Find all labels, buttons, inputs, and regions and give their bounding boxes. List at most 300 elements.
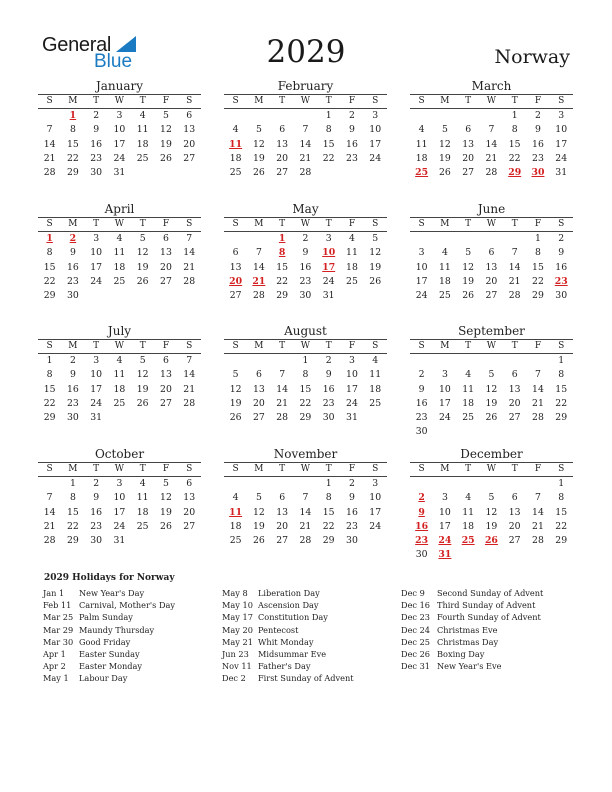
day-number: 6 bbox=[186, 478, 193, 489]
holiday-row bbox=[401, 648, 543, 660]
holiday-name: Fourth Sunday of Advent bbox=[437, 612, 541, 623]
day-number: 28 bbox=[485, 167, 498, 179]
day-cell bbox=[526, 261, 549, 275]
day-number: 29 bbox=[322, 535, 335, 547]
day-number: 19 bbox=[160, 506, 172, 518]
day-cell bbox=[85, 383, 108, 397]
day-cell bbox=[317, 383, 340, 397]
day-cell bbox=[178, 368, 201, 382]
weekday-label: M bbox=[440, 464, 450, 474]
holiday-name: Whit Monday bbox=[258, 636, 314, 647]
day-cell bbox=[294, 123, 317, 137]
day-cell bbox=[457, 138, 480, 152]
day-number: 13 bbox=[508, 506, 521, 518]
weekday-label: S bbox=[46, 464, 53, 474]
day-cell bbox=[550, 152, 573, 166]
day-number: 5 bbox=[163, 478, 169, 489]
holiday-name: Third Sunday of Advent bbox=[437, 600, 536, 611]
weekday-label: S bbox=[418, 341, 425, 351]
day-number: 26 bbox=[136, 397, 149, 409]
day-cell bbox=[550, 506, 573, 520]
day-number: 22 bbox=[532, 275, 544, 287]
day-cell bbox=[340, 152, 363, 166]
day-cell bbox=[433, 261, 456, 275]
day-cell bbox=[410, 411, 433, 425]
day-number: 11 bbox=[369, 369, 382, 381]
day-cell bbox=[364, 491, 387, 505]
day-cell bbox=[224, 166, 247, 180]
day-number: 19 bbox=[252, 520, 265, 532]
day-number: 20 bbox=[485, 275, 498, 287]
day-number: 4 bbox=[139, 478, 146, 489]
weekday-label: M bbox=[68, 464, 78, 474]
week-row bbox=[224, 520, 387, 534]
day-cell bbox=[85, 397, 108, 411]
day-number: 18 bbox=[462, 397, 475, 409]
day-number: 10 bbox=[113, 492, 126, 504]
day-number: 26 bbox=[160, 520, 172, 532]
day-number: 22 bbox=[555, 520, 568, 532]
holiday-row bbox=[222, 672, 354, 684]
holiday-date: May 20 bbox=[222, 624, 253, 635]
day-cell bbox=[457, 232, 480, 246]
holiday-day: 9 bbox=[418, 506, 425, 518]
day-cell bbox=[224, 491, 247, 505]
day-cell bbox=[503, 166, 526, 180]
day-number: 11 bbox=[462, 383, 475, 395]
week-row bbox=[224, 411, 387, 425]
day-cell bbox=[294, 166, 317, 180]
day-cell bbox=[247, 520, 270, 534]
day-cell bbox=[433, 138, 456, 152]
day-cell bbox=[480, 109, 503, 123]
week-row bbox=[38, 491, 201, 505]
holiday-day: 26 bbox=[484, 535, 498, 547]
holiday-day: 17 bbox=[322, 261, 336, 273]
day-number: 11 bbox=[136, 124, 149, 136]
weekday-label: T bbox=[465, 341, 472, 351]
day-number: 2 bbox=[325, 355, 332, 366]
day-cell bbox=[480, 123, 503, 137]
day-number: 20 bbox=[160, 261, 172, 273]
day-cell bbox=[294, 275, 317, 289]
day-cell bbox=[503, 246, 526, 260]
day-number: 3 bbox=[372, 478, 379, 489]
day-number: 1 bbox=[558, 355, 565, 366]
day-cell bbox=[154, 477, 177, 491]
day-cell bbox=[108, 506, 131, 520]
day-cell bbox=[457, 534, 480, 548]
holiday-day: 11 bbox=[229, 506, 243, 518]
holiday-day: 25 bbox=[415, 167, 429, 179]
holiday-day: 8 bbox=[278, 247, 286, 259]
holiday-day: 11 bbox=[229, 138, 243, 150]
day-cell bbox=[61, 261, 84, 275]
day-cell bbox=[526, 506, 549, 520]
day-number: 24 bbox=[555, 152, 568, 164]
day-number: 8 bbox=[302, 369, 309, 381]
day-cell bbox=[61, 232, 84, 246]
day-number: 16 bbox=[66, 383, 79, 395]
weekday-label: S bbox=[186, 341, 193, 351]
day-cell bbox=[433, 152, 456, 166]
day-cell bbox=[457, 506, 480, 520]
day-cell bbox=[131, 506, 154, 520]
day-number: 21 bbox=[532, 520, 544, 532]
day-cell bbox=[340, 506, 363, 520]
day-cell bbox=[550, 383, 573, 397]
day-cell bbox=[480, 354, 503, 368]
day-number: 6 bbox=[163, 355, 169, 366]
day-cell bbox=[247, 123, 270, 137]
day-cell bbox=[503, 368, 526, 382]
day-cell bbox=[271, 397, 294, 411]
day-number: 28 bbox=[276, 412, 289, 424]
week-row bbox=[410, 123, 573, 137]
day-cell bbox=[364, 506, 387, 520]
day-cell bbox=[61, 383, 84, 397]
day-number: 1 bbox=[46, 355, 53, 366]
day-cell bbox=[294, 411, 317, 425]
day-cell bbox=[247, 397, 270, 411]
day-number: 31 bbox=[113, 535, 126, 547]
holiday-day: 1 bbox=[69, 110, 77, 121]
day-number: 7 bbox=[46, 492, 53, 504]
day-number: 24 bbox=[113, 152, 126, 164]
day-cell bbox=[38, 166, 61, 180]
day-number: 30 bbox=[66, 290, 79, 302]
day-cell bbox=[178, 232, 201, 246]
day-cell bbox=[410, 109, 433, 123]
holiday-row bbox=[222, 611, 354, 623]
day-cell bbox=[247, 477, 270, 491]
day-cell bbox=[503, 548, 526, 562]
day-cell bbox=[410, 368, 433, 382]
day-cell bbox=[131, 289, 154, 303]
day-cell bbox=[178, 397, 201, 411]
day-cell bbox=[131, 232, 154, 246]
day-cell bbox=[317, 477, 340, 491]
week-row bbox=[38, 368, 201, 382]
weekday-label: T bbox=[279, 96, 286, 106]
day-number: 14 bbox=[299, 138, 312, 150]
day-number: 16 bbox=[346, 138, 358, 150]
holiday-name: Second Sunday of Advent bbox=[437, 588, 544, 598]
day-cell bbox=[526, 123, 549, 137]
day-number: 27 bbox=[183, 152, 196, 164]
day-number: 7 bbox=[302, 124, 309, 136]
day-number: 24 bbox=[90, 275, 103, 287]
day-number: 6 bbox=[511, 369, 518, 381]
day-cell bbox=[131, 138, 154, 152]
day-number: 15 bbox=[322, 506, 335, 518]
day-number: 13 bbox=[508, 383, 521, 395]
day-cell bbox=[503, 520, 526, 534]
day-cell bbox=[108, 354, 131, 368]
day-number: 11 bbox=[346, 247, 358, 259]
day-number: 22 bbox=[43, 275, 56, 287]
day-cell bbox=[550, 289, 573, 303]
day-cell bbox=[433, 232, 456, 246]
day-cell bbox=[340, 123, 363, 137]
day-number: 23 bbox=[90, 152, 103, 164]
day-number: 14 bbox=[183, 369, 196, 381]
day-number: 27 bbox=[508, 412, 521, 424]
day-number: 13 bbox=[276, 138, 289, 150]
day-number: 4 bbox=[465, 492, 472, 504]
day-cell bbox=[410, 166, 433, 180]
day-number: 7 bbox=[255, 247, 262, 259]
day-number: 18 bbox=[113, 261, 126, 273]
day-cell bbox=[294, 534, 317, 548]
day-number: 24 bbox=[438, 412, 451, 424]
day-cell bbox=[503, 477, 526, 491]
day-number: 1 bbox=[69, 478, 76, 489]
day-cell bbox=[317, 275, 340, 289]
day-cell bbox=[224, 411, 247, 425]
day-cell bbox=[457, 246, 480, 260]
day-cell bbox=[317, 109, 340, 123]
day-number: 22 bbox=[508, 152, 521, 164]
day-cell bbox=[364, 232, 387, 246]
day-cell bbox=[410, 261, 433, 275]
day-cell bbox=[457, 383, 480, 397]
day-cell bbox=[108, 138, 131, 152]
day-number: 11 bbox=[438, 261, 451, 273]
day-cell bbox=[480, 425, 503, 439]
day-cell bbox=[317, 397, 340, 411]
day-cell bbox=[178, 411, 201, 425]
day-number: 23 bbox=[532, 152, 544, 164]
day-cell bbox=[503, 411, 526, 425]
week-row bbox=[38, 138, 201, 152]
holidays-title: 2029 Holidays for Norway bbox=[44, 573, 175, 583]
week-row bbox=[38, 411, 201, 425]
weekday-label: S bbox=[558, 219, 565, 229]
day-number: 4 bbox=[372, 355, 379, 366]
day-cell bbox=[457, 166, 480, 180]
day-number: 28 bbox=[183, 397, 196, 409]
day-number: 17 bbox=[90, 261, 103, 273]
day-cell bbox=[294, 477, 317, 491]
day-cell bbox=[271, 138, 294, 152]
day-number: 13 bbox=[183, 124, 196, 136]
weekday-label: M bbox=[68, 219, 78, 229]
weekday-label: W bbox=[300, 341, 311, 351]
day-number: 9 bbox=[325, 369, 332, 381]
day-number: 12 bbox=[485, 383, 498, 395]
day-cell bbox=[364, 289, 387, 303]
day-cell bbox=[154, 109, 177, 123]
month-title: June bbox=[477, 202, 506, 216]
day-number: 4 bbox=[232, 492, 239, 504]
day-number: 16 bbox=[415, 397, 428, 409]
day-cell bbox=[364, 411, 387, 425]
day-cell bbox=[131, 534, 154, 548]
day-number: 13 bbox=[252, 383, 265, 395]
day-number: 30 bbox=[90, 535, 103, 547]
day-number: 14 bbox=[532, 506, 544, 518]
day-cell bbox=[131, 152, 154, 166]
day-cell bbox=[550, 246, 573, 260]
day-cell bbox=[503, 275, 526, 289]
day-cell bbox=[224, 520, 247, 534]
weekday-label: T bbox=[325, 96, 332, 106]
weekday-label: T bbox=[465, 464, 472, 474]
weekday-label: T bbox=[511, 341, 518, 351]
holiday-date: Jan 1 bbox=[43, 588, 65, 598]
day-number: 19 bbox=[229, 397, 242, 409]
day-number: 4 bbox=[418, 124, 425, 136]
weekday-label: W bbox=[300, 464, 311, 474]
day-number: 21 bbox=[299, 152, 312, 164]
day-number: 12 bbox=[160, 124, 172, 136]
day-number: 15 bbox=[276, 261, 289, 273]
day-cell bbox=[480, 397, 503, 411]
week-row bbox=[410, 354, 573, 368]
day-number: 18 bbox=[229, 520, 242, 532]
day-cell bbox=[526, 275, 549, 289]
day-cell bbox=[61, 246, 84, 260]
day-cell bbox=[61, 477, 84, 491]
day-cell bbox=[271, 534, 294, 548]
day-cell bbox=[364, 397, 387, 411]
day-cell bbox=[85, 275, 108, 289]
day-cell bbox=[480, 152, 503, 166]
day-cell bbox=[526, 354, 549, 368]
day-number: 29 bbox=[299, 412, 312, 424]
weekday-label: T bbox=[465, 219, 472, 229]
day-cell bbox=[457, 354, 480, 368]
day-number: 11 bbox=[113, 369, 126, 381]
day-cell bbox=[61, 506, 84, 520]
day-cell bbox=[247, 506, 270, 520]
day-cell bbox=[294, 383, 317, 397]
day-number: 27 bbox=[252, 412, 265, 424]
day-number: 17 bbox=[369, 138, 382, 150]
weekday-label: M bbox=[254, 219, 264, 229]
day-cell bbox=[457, 397, 480, 411]
day-cell bbox=[410, 354, 433, 368]
weekday-label: T bbox=[93, 464, 100, 474]
weekday-label: W bbox=[486, 341, 497, 351]
weekday-label: S bbox=[46, 341, 53, 351]
day-cell bbox=[410, 246, 433, 260]
holiday-name: Christmas Eve bbox=[437, 624, 498, 635]
day-cell bbox=[410, 491, 433, 505]
day-cell bbox=[410, 289, 433, 303]
day-cell bbox=[364, 520, 387, 534]
day-number: 2 bbox=[69, 355, 76, 366]
day-number: 1 bbox=[511, 110, 518, 121]
weekday-header bbox=[224, 94, 387, 109]
day-cell bbox=[340, 520, 363, 534]
holiday-date: Nov 11 bbox=[222, 661, 252, 672]
day-number: 9 bbox=[93, 124, 100, 136]
day-number: 3 bbox=[93, 233, 100, 244]
week-row bbox=[38, 383, 201, 397]
day-number: 10 bbox=[438, 383, 451, 395]
day-number: 25 bbox=[462, 412, 475, 424]
month-title: December bbox=[460, 447, 523, 461]
day-cell bbox=[131, 123, 154, 137]
day-cell bbox=[154, 397, 177, 411]
day-cell bbox=[480, 491, 503, 505]
day-number: 13 bbox=[276, 506, 289, 518]
day-cell bbox=[131, 261, 154, 275]
holiday-name: Easter Monday bbox=[79, 661, 143, 672]
weekday-label: S bbox=[186, 219, 193, 229]
day-cell bbox=[38, 368, 61, 382]
day-cell bbox=[247, 166, 270, 180]
day-cell bbox=[108, 368, 131, 382]
holiday-day: 25 bbox=[461, 535, 475, 547]
weekday-label: S bbox=[372, 96, 379, 106]
day-number: 21 bbox=[299, 520, 312, 532]
day-cell bbox=[503, 397, 526, 411]
day-cell bbox=[550, 411, 573, 425]
day-cell bbox=[294, 397, 317, 411]
day-cell bbox=[178, 491, 201, 505]
month-may bbox=[224, 202, 387, 303]
day-cell bbox=[247, 411, 270, 425]
day-number: 7 bbox=[488, 124, 495, 136]
day-number: 3 bbox=[441, 369, 448, 381]
week-row bbox=[38, 261, 201, 275]
day-cell bbox=[364, 246, 387, 260]
day-cell bbox=[85, 491, 108, 505]
week-row bbox=[410, 275, 573, 289]
day-number: 2 bbox=[93, 110, 100, 121]
weekday-label: S bbox=[418, 464, 425, 474]
week-row bbox=[410, 506, 573, 520]
day-cell bbox=[340, 166, 363, 180]
day-cell bbox=[410, 275, 433, 289]
day-cell bbox=[410, 152, 433, 166]
day-cell bbox=[433, 411, 456, 425]
week-row bbox=[224, 261, 387, 275]
day-cell bbox=[503, 289, 526, 303]
holiday-name: Constitution Day bbox=[258, 612, 328, 623]
day-cell bbox=[457, 289, 480, 303]
day-cell bbox=[317, 246, 340, 260]
day-number: 6 bbox=[232, 247, 239, 259]
day-number: 3 bbox=[372, 110, 379, 121]
day-cell bbox=[154, 232, 177, 246]
day-number: 27 bbox=[276, 535, 289, 547]
day-number: 20 bbox=[183, 138, 196, 150]
week-row bbox=[410, 289, 573, 303]
week-row bbox=[410, 491, 573, 505]
day-number: 18 bbox=[369, 383, 382, 395]
day-cell bbox=[410, 477, 433, 491]
day-cell bbox=[61, 109, 84, 123]
day-cell bbox=[154, 534, 177, 548]
day-cell bbox=[526, 109, 549, 123]
day-number: 26 bbox=[252, 535, 265, 547]
week-row bbox=[224, 506, 387, 520]
holiday-date: Apr 1 bbox=[43, 648, 66, 659]
day-cell bbox=[364, 368, 387, 382]
day-cell bbox=[271, 354, 294, 368]
day-cell bbox=[340, 246, 363, 260]
holiday-row bbox=[43, 587, 175, 599]
day-number: 19 bbox=[136, 261, 149, 273]
day-number: 3 bbox=[325, 233, 332, 244]
day-cell bbox=[550, 354, 573, 368]
day-number: 16 bbox=[299, 261, 312, 273]
day-number: 12 bbox=[252, 138, 265, 150]
